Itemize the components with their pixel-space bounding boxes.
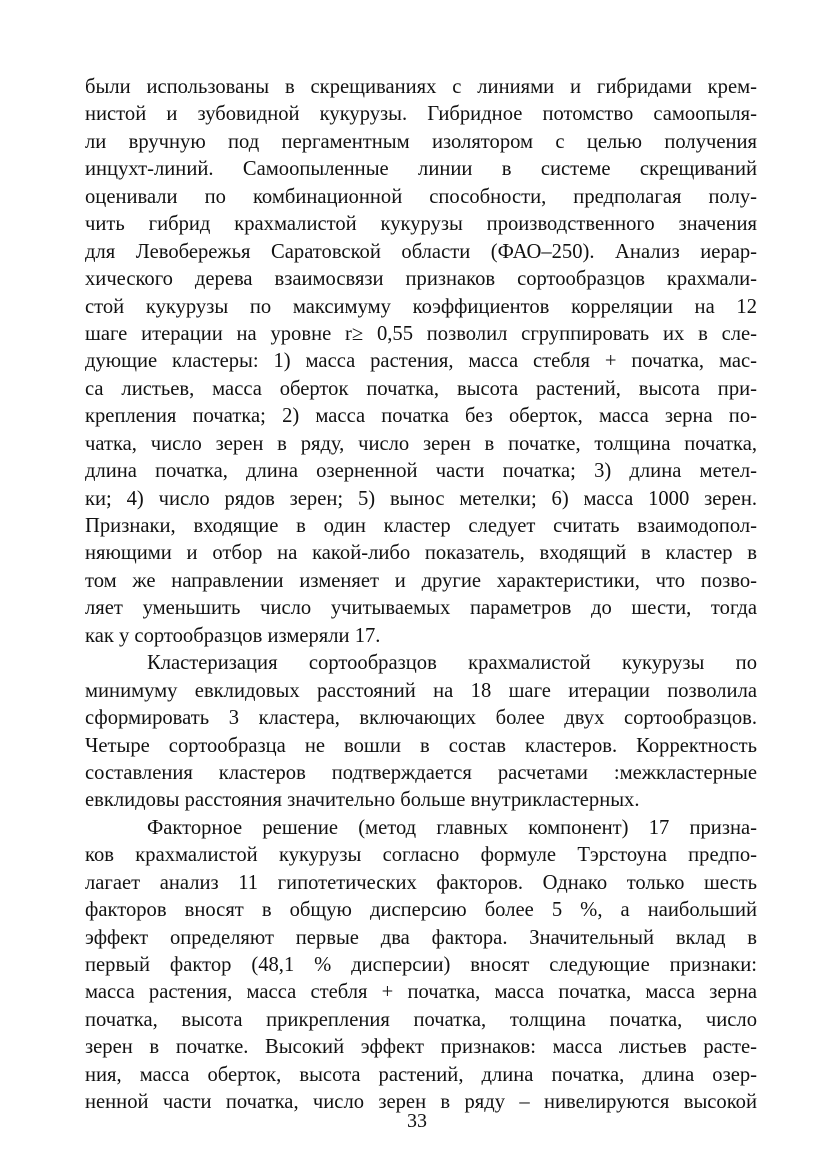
text-line: початка, высота прикрепления початка, толщина початка, число	[85, 1008, 757, 1031]
text-line: зерен в початке. Высокий эффект признаков: масса листьев расте-	[85, 1036, 757, 1059]
text-line: ния, масса оберток, высота растений, длина початка, длина озер-	[85, 1063, 757, 1086]
text-line: как у сортообразцов измеряли 17.	[85, 624, 381, 647]
text-line: Признаки, входящие в один кластер следует считать взаимодопол-	[85, 515, 757, 537]
text-line: няющими и отбор на какой-либо показатель, входящий в кластер в	[85, 542, 757, 565]
text-line: ли вручную под пергаментным изолятором с целью получения	[85, 130, 757, 153]
text-line: чить гибрид крахмалистой кукурузы производственного значения	[85, 213, 757, 236]
text-line: были использованы в скрещиваниях с линиями и гибридами крем-	[85, 76, 757, 98]
text-line: первый фактор (48,1 % дисперсии) вносят следующие признаки:	[85, 954, 757, 976]
text-line: дующие кластеры: 1) масса растения, масса стебля + початка, мас-	[85, 350, 757, 373]
text-line: лагает анализ 11 гипотетических факторов. Однако только шесть	[85, 871, 757, 894]
text-line: евклидовы расстояния значительно больше внутрикластерных.	[85, 789, 640, 812]
text-line: Кластеризация сортообразцов крахмалистой кукурузы по	[147, 652, 757, 675]
text-line: хического дерева взаимосвязи признаков сортообразцов крахмали-	[85, 268, 757, 291]
text-line: стой кукурузы по максимуму коэффициентов корреляции на 12	[85, 295, 757, 318]
text-line: оценивали по комбинационной способности, предполагая полу-	[85, 185, 757, 208]
text-line: для Левобережья Саратовской области (ФАО–250). Анализ иерар-	[85, 240, 757, 263]
text-line: ненной части початка, число зерен в ряду – нивелируются высокой	[85, 1091, 757, 1114]
text-line: ки; 4) число рядов зерен; 5) вынос метелки; 6) масса 1000 зерен.	[85, 487, 757, 510]
text-line: крепления початка; 2) масса початка без оберток, масса зерна по-	[85, 405, 757, 428]
text-line: инцухт-линий. Самоопыленные линии в системе скрещиваний	[85, 158, 757, 181]
text-line: минимуму евклидовых расстояний на 18 шаге итерации позволила	[85, 679, 757, 702]
text-line: са листьев, масса оберток початка, высота растений, высота при-	[85, 377, 757, 400]
text-line: факторов вносят в общую дисперсию более 5 %, а наибольший	[85, 899, 757, 922]
page-number: 33	[407, 1110, 427, 1132]
text-line: том же направлении изменяет и другие характеристики, что позво-	[85, 569, 757, 592]
text-line: эффект определяют первые два фактора. Значительный вклад в	[85, 926, 757, 949]
text-line: сформировать 3 кластера, включающих более двух сортообразцов.	[85, 707, 757, 730]
text-line: нистой и зубовидной кукурузы. Гибридное потомство самоопыля-	[85, 103, 757, 126]
text-line: чатка, число зерен в ряду, число зерен в початке, толщина початка,	[85, 432, 757, 455]
text-line: Четыре сортообразца не вошли в состав кластеров. Корректность	[85, 734, 757, 757]
body-text	[85, 74, 757, 1117]
text-line: составления кластеров подтверждается расчетами :межкластерные	[85, 761, 757, 784]
text-line: ляет уменьшить число учитываемых параметров до шести, тогда	[85, 597, 757, 620]
text-line: Факторное решение (метод главных компонент) 17 призна-	[147, 816, 757, 839]
text-line: шаге итерации на уровне r≥ 0,55 позволил сгруппировать их в сле-	[85, 322, 757, 345]
text-line: масса растения, масса стебля + початка, масса початка, масса зерна	[85, 981, 757, 1004]
text-line: длина початка, длина озерненной части початка; 3) длина метел-	[85, 460, 757, 483]
text-line: ков крахмалистой кукурузы согласно формуле Тэрстоуна предпо-	[85, 844, 757, 867]
